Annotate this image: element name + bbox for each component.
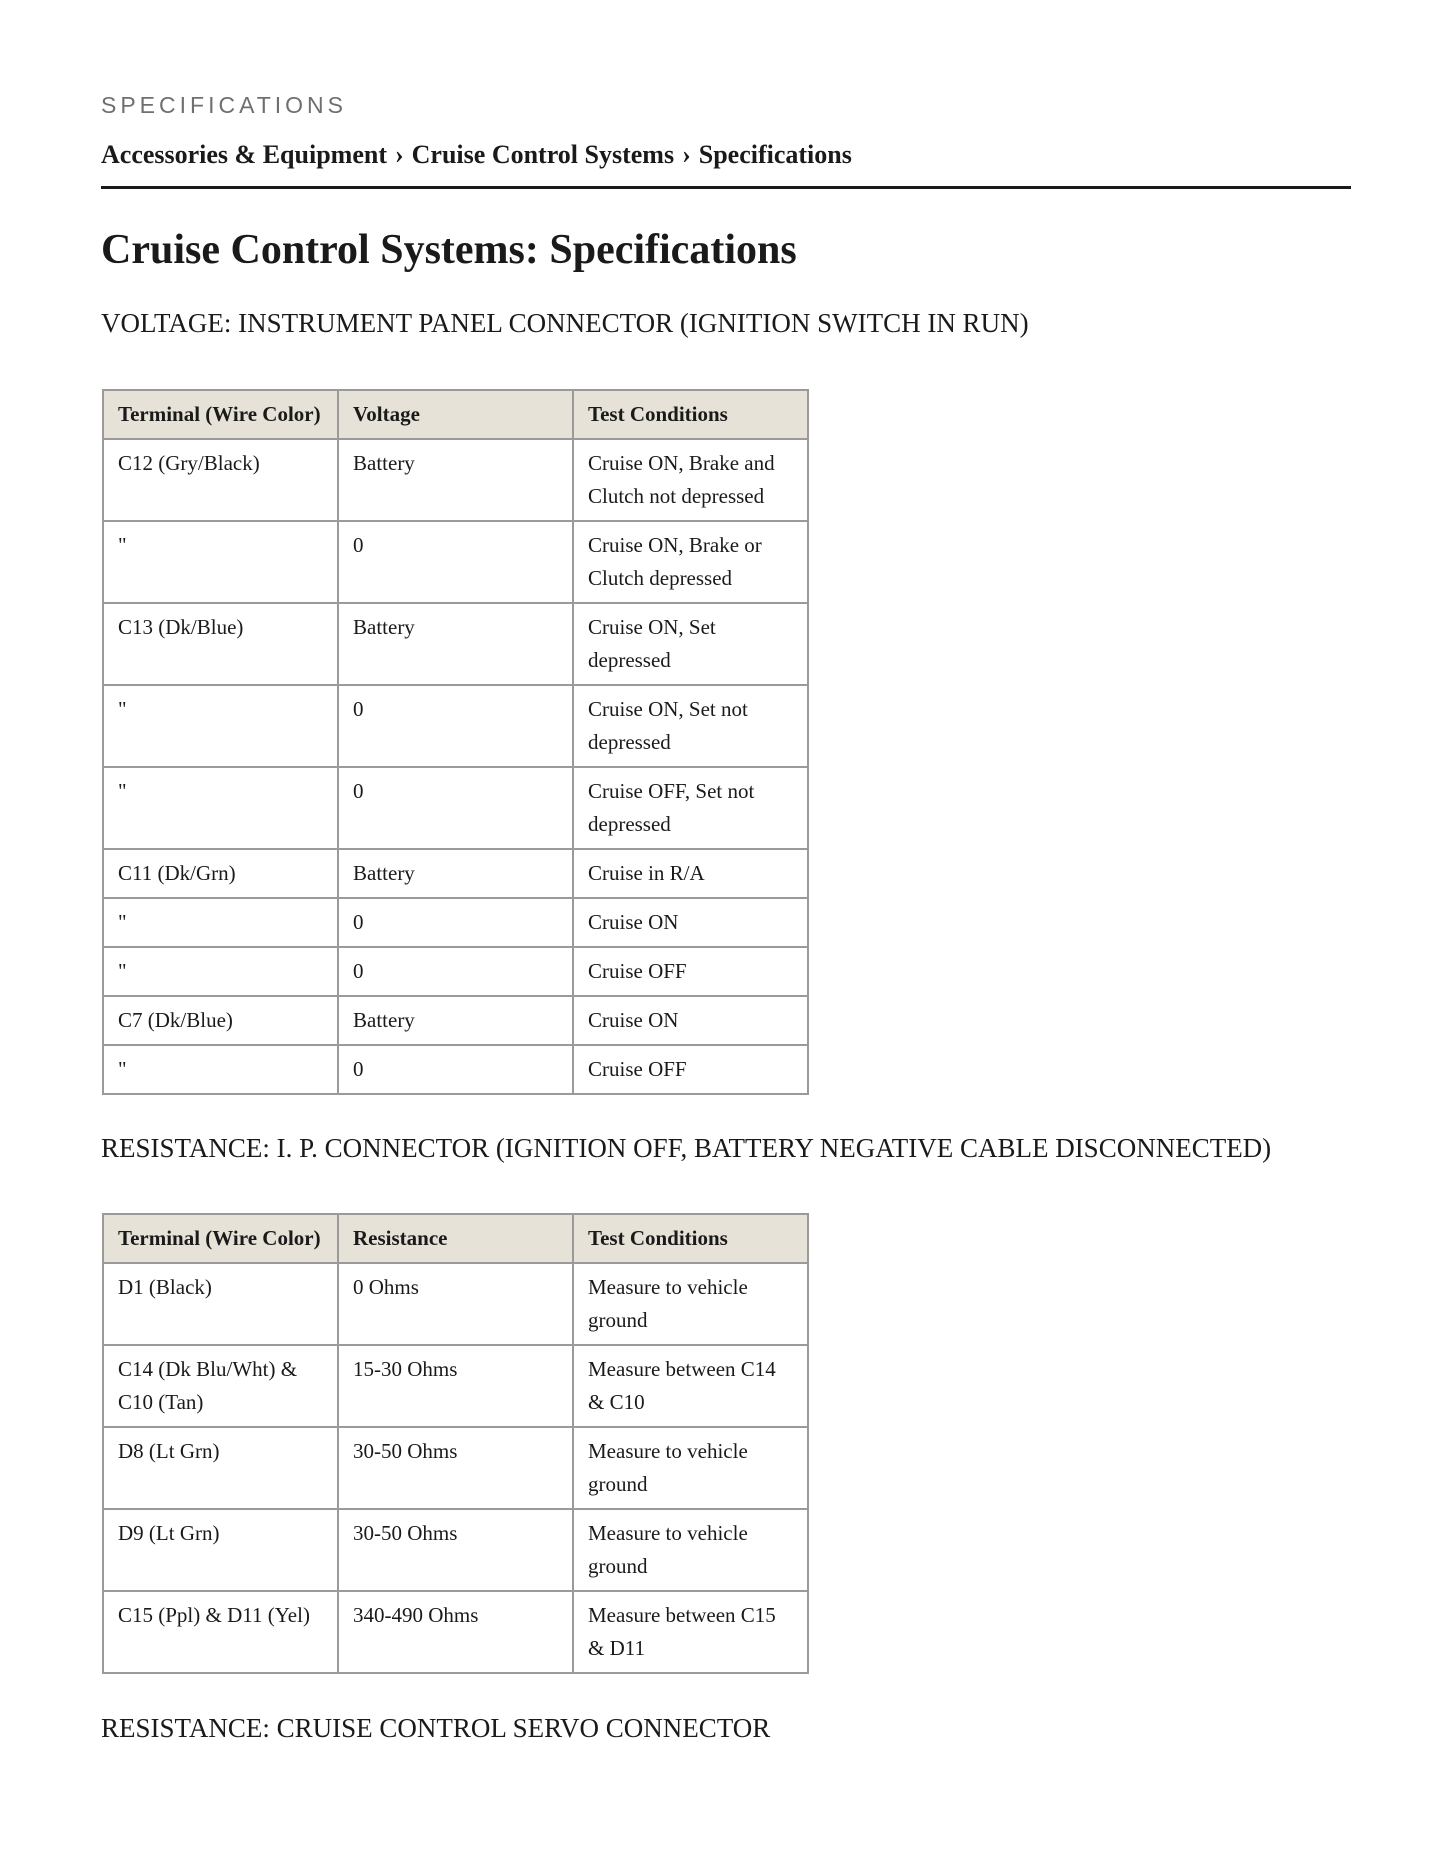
page-eyebrow: SPECIFICATIONS: [101, 92, 347, 118]
table-row: [103, 1591, 808, 1673]
cell-test-conditions: Cruise OFF, Set not depressed: [573, 767, 808, 849]
table-row: [103, 1263, 808, 1345]
cell-test-conditions: Cruise ON, Set depressed: [573, 603, 808, 685]
table-row: [103, 1045, 808, 1094]
table-row: [103, 521, 808, 603]
cell-test-conditions: Measure between C14 & C10: [573, 1345, 808, 1427]
cell-test-conditions: Cruise ON: [573, 996, 808, 1045]
cell-value: 0 Ohms: [338, 1263, 573, 1345]
table-row: [103, 1345, 808, 1427]
cell-terminal: C11 (Dk/Grn): [103, 849, 338, 898]
table-row: [103, 947, 808, 996]
table-row: [103, 439, 808, 521]
table-row: [103, 767, 808, 849]
cell-test-conditions: Measure to vehicle ground: [573, 1263, 808, 1345]
voltage-section-heading: VOLTAGE: INSTRUMENT PANEL CONNECTOR (IGNITION SWITCH IN RUN): [101, 308, 1029, 338]
table-row: [103, 1427, 808, 1509]
ip-resistance-spec-table: [102, 1213, 809, 1674]
breadcrumb-item-specifications: Specifications: [698, 140, 852, 169]
ip-resistance-section-heading: RESISTANCE: I. P. CONNECTOR (IGNITION OFF, BATTERY NEGATIVE CABLE DISCONNECTED): [101, 1133, 1272, 1163]
cell-test-conditions: Cruise ON, Brake and Clutch not depressed: [573, 439, 808, 521]
cell-value: 0: [338, 1045, 573, 1094]
cell-value: 0: [338, 521, 573, 603]
header-divider: [101, 186, 1351, 189]
cell-terminal: D9 (Lt Grn): [103, 1509, 338, 1591]
servo-resistance-section-heading: RESISTANCE: CRUISE CONTROL SERVO CONNECTOR: [101, 1713, 771, 1743]
table-row: [103, 1509, 808, 1591]
page-title: Cruise Control Systems: Specifications: [101, 227, 797, 273]
cell-value: Battery: [338, 849, 573, 898]
breadcrumb-item-accessories[interactable]: Accessories & Equipment: [101, 140, 387, 169]
cell-terminal: ": [103, 947, 338, 996]
cell-terminal: D1 (Black): [103, 1263, 338, 1345]
breadcrumb-item-cruise-control[interactable]: Cruise Control Systems: [411, 140, 675, 169]
cell-terminal: C15 (Ppl) & D11 (Yel): [103, 1591, 338, 1673]
cell-test-conditions: Cruise in R/A: [573, 849, 808, 898]
cell-value: 0: [338, 767, 573, 849]
cell-test-conditions: Cruise OFF: [573, 947, 808, 996]
column-header-resistance: Resistance: [338, 1214, 573, 1263]
cell-terminal: D8 (Lt Grn): [103, 1427, 338, 1509]
cell-value: 0: [338, 685, 573, 767]
column-header-voltage: Voltage: [338, 390, 573, 439]
cell-terminal: C13 (Dk/Blue): [103, 603, 338, 685]
column-header-terminal: Terminal (Wire Color): [103, 1214, 338, 1263]
breadcrumb-separator: ›: [682, 140, 691, 169]
cell-terminal: ": [103, 898, 338, 947]
breadcrumb: [101, 139, 852, 170]
column-header-terminal: Terminal (Wire Color): [103, 390, 338, 439]
cell-terminal: ": [103, 685, 338, 767]
cell-value: Battery: [338, 439, 573, 521]
breadcrumb-separator: ›: [394, 140, 404, 169]
table-row: [103, 849, 808, 898]
cell-value: 30-50 Ohms: [338, 1509, 573, 1591]
table-header-row: [103, 390, 808, 439]
cell-value: 30-50 Ohms: [338, 1427, 573, 1509]
cell-test-conditions: Measure to vehicle ground: [573, 1509, 808, 1591]
cell-terminal: ": [103, 767, 338, 849]
table-row: [103, 996, 808, 1045]
cell-value: 0: [338, 947, 573, 996]
cell-terminal: C7 (Dk/Blue): [103, 996, 338, 1045]
cell-value: 0: [338, 898, 573, 947]
voltage-spec-table: [102, 389, 809, 1095]
cell-value: Battery: [338, 603, 573, 685]
table-row: [103, 898, 808, 947]
column-header-test-conditions: Test Conditions: [573, 390, 808, 439]
cell-test-conditions: Measure to vehicle ground: [573, 1427, 808, 1509]
cell-value: 340-490 Ohms: [338, 1591, 573, 1673]
cell-terminal: C14 (Dk Blu/Wht) & C10 (Tan): [103, 1345, 338, 1427]
cell-terminal: ": [103, 521, 338, 603]
cell-terminal: ": [103, 1045, 338, 1094]
column-header-test-conditions: Test Conditions: [573, 1214, 808, 1263]
cell-test-conditions: Cruise OFF: [573, 1045, 808, 1094]
cell-test-conditions: Cruise ON, Set not depressed: [573, 685, 808, 767]
cell-test-conditions: Cruise ON: [573, 898, 808, 947]
cell-test-conditions: Measure between C15 & D11: [573, 1591, 808, 1673]
cell-test-conditions: Cruise ON, Brake or Clutch depressed: [573, 521, 808, 603]
table-row: [103, 603, 808, 685]
cell-terminal: C12 (Gry/Black): [103, 439, 338, 521]
cell-value: Battery: [338, 996, 573, 1045]
table-row: [103, 685, 808, 767]
cell-value: 15-30 Ohms: [338, 1345, 573, 1427]
table-header-row: [103, 1214, 808, 1263]
